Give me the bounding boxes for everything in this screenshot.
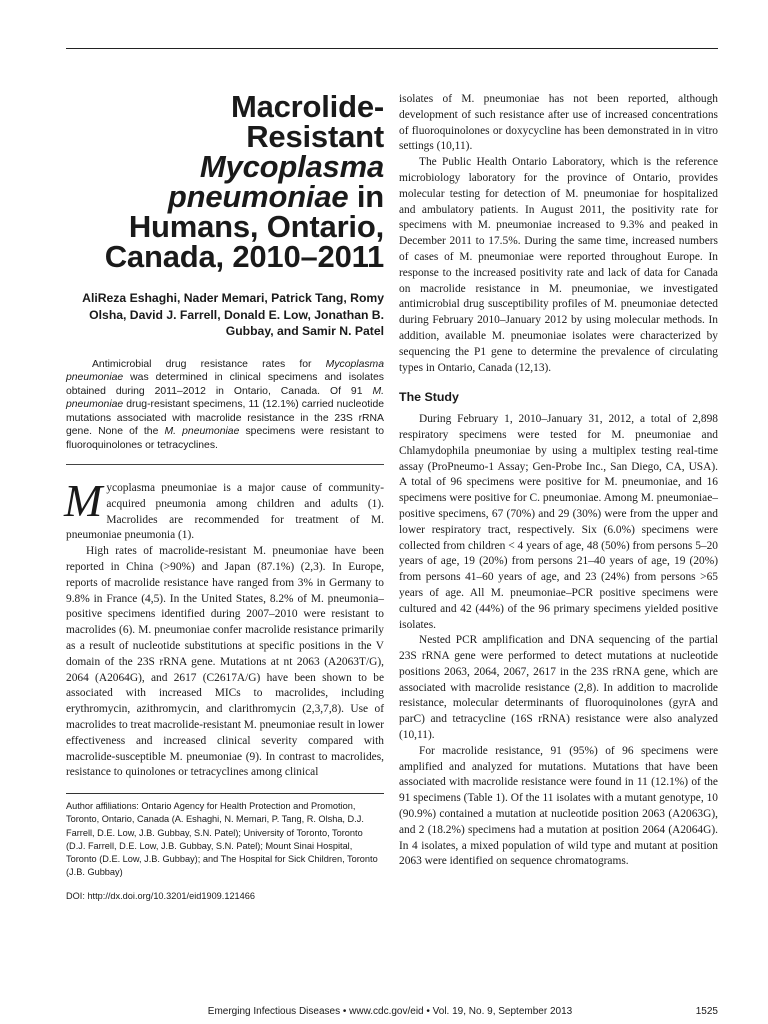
page-number: 1525 [695,1006,718,1017]
study-paragraph-1: During February 1, 2010–January 31, 2012, a total of 2,898 respiratory specimens were tested for M. pneumoniae and Chlamydophila pneumoniae by using a multiplex testing real-time assay (ProPneumo-1 Assay; Gen-Probe Inc., San Diego, CA, USA). A total of 96 specimens were positive for M. pneumoniae, and 16 specimens were positive for C. pneumoniae. Among M. pneumoniae–positive specimens, 67 (70%) and 29 (30%) were from the upper and lower respiratory tract, respectively. Six (6.0%) specimens were collected from children < 4 years of age, 48 (50%) from persons 5–20 years of age, 19 (20%) from persons 21–40 years of age, 19 (20%) from persons 41–60 years of age, and 23 (24%) from persons >65 years of age. All M. pneumoniae–PCR positive specimens were cultured and 42 (44%) of the 96 primary specimens yielded positive isolates. [399,413,718,631]
right-paragraph-1: isolates of M. pneumoniae has not been reported, although development of such resistance after use of increased concentrations of fluoroquinolones or doxycycline has been demonstrated in in vitro settings (10,11). [399,93,718,153]
author-list: AliReza Eshaghi, Nader Memari, Patrick Tang, Romy Olsha, David J. Farrell, Donald E. Low, Jonathan B. Gubbay, and Samir N. Patel [82,291,384,338]
left-column [64,89,385,902]
author-affiliations: Author affiliations: Ontario Agency for Health Protection and Promotion, Toronto, Ontario, Canada (A. Eshaghi, N. Memari, P. Tang, R. Olsha, D.J. Farrell, D.E. Low, J.B. Gubbay, S.N. Patel); University of Toronto, Toronto (D.J. Farrell, D.E. Low, J.B. Gubbay, S.N. Patel); Mount Sinai Hospital, Toronto (D.E. Low, J.B. Gubbay); and The Hospital for Sick Children, Toronto (J.B. Gubbay) [66,801,378,878]
abstract-text-3: drug-resistant specimens, 11 (12.1%) carried nucleotide mutations associated with macrolide resistance in the 23S rRNA gene. None of the [66,399,384,437]
doi-link[interactable]: DOI: http://dx.doi.org/10.3201/eid1909.121466 [66,891,255,902]
study-paragraph-2: Nested PCR amplification and DNA sequencing of the partial 23S rRNA gene were performed to detect mutations at nucleotide positions 2063, 2064, 2067, 2617 in the 23S rRNA gene, which are associated with macrolide resistance (2,8). In addition to macrolide resistance, molecular determinants of fluoroquinolones (gyrA and parC) and tetracycline (16S rRNA) resistance were also analyzed (10,11). [399,634,718,742]
title-line-5: Humans, Ontario, [128,209,384,244]
top-rule [66,48,718,49]
intro-paragraph [64,475,384,544]
background-paragraph: High rates of macrolide-resistant M. pneumoniae have been reported in China (>90%) and Japan (87.1%) (2,3). In Europe, reports of macrolide resistance have ranged from 3% in Germany to 9.8% in France (4,5). In the United States, 8.2% of M. pneumonia–positive specimens identified during 2007–2010 were resistant to macrolides (6). M. pneumoniae confer macrolide resistance primarily as a result of nucleotide substitutions at specific positions in the V domain of the 23S rRNA gene. Mutations at nt 2063 (A2063T/G), 2064 (A2064G), and 2617 (C2617A/G) have been shown to be associated with increased MICs to macrolides, including erythromycin, azithromycin, and clarithromycin (2,3,7,8). Use of macrolides to treat macrolide-resistant M. pneumoniae result in lower effectiveness and increased clinical severity compared with macrolide-susceptible M. pneumoniae (9). In contrast to macrolides, resistance to quinolones or tetracyclines among clinical [66,545,384,779]
abstract-text-1: Antimicrobial drug resistance rates for [92,358,326,370]
abstract-divider [66,464,384,465]
affiliation-divider [66,793,384,794]
abstract-text-2: was determined in clinical specimens and isolates obtained during 2011–2012 in Ontario, Canada. Of 91 [66,372,384,397]
title-line-1: Macrolide- [230,89,384,124]
left-body [64,475,384,781]
abstract [66,358,384,453]
right-paragraph-2: The Public Health Ontario Laboratory, which is the reference microbiology laboratory for the province of Ontario, provides molecular testing for detection of M. pneumoniae for hospitalized and ambulatory patients. In August 2011, the positivity rate for specimens with M. pneumoniae increased to 9.3% and peaked in December 2011 to 17.5%. During the same time, increased numbers of cases of M. pneumoniae were reported throughout Europe. In response to the increased positivity rate and lack of data for Canada on macrolide resistance in M. pneumoniae, we investigated antimicrobial drug susceptibility profiles of M. pneumoniae detected during February 2010–January 2012 by using molecular methods. In addition, available M. pneumoniae isolates were characterized by sequencing the P1 gene to determine the prevalence of circulating types in Ontario, Canada (12,13). [399,156,718,374]
title-line-6: Canada, 2010–2011 [104,239,384,274]
journal-citation: Emerging Infectious Diseases • www.cdc.gov/eid • Vol. 19, No. 9, September 2013 [207,1006,573,1017]
intro-text: ycoplasma pneumoniae is a major cause of community-acquired pneumonia among children and adults (1). Macrolides are recommended for treatment of M. pneumoniae pneumonia (1). [66,482,384,542]
abstract-species-1: Mycoplasma pneumoniae [66,358,384,383]
study-paragraph-3: For macrolide resistance, 91 (95%) of 96 specimens were amplified and analyzed for mutations. Mutations that have been associated with macrolide resistance were found in 11 (12.1%) of the 91 specimens (Table 1). Of the 11 isolates with a mutant genotype, 10 (90.9%) contained a mutation at nucleotide position 2063 (A2063G), and 2 (18.2%) specimens had a mutation at position 2064 (A2064G). In 4 isolates, a mixed population of wild type and mutant at position 2063 were identified on sequence chromatograms. [399,744,718,868]
drop-cap: M [64,475,103,526]
right-column [399,92,718,870]
abstract-species-3: M. pneumoniae [164,426,240,437]
article-title [66,89,384,274]
title-line-2: Resistant [246,119,384,154]
section-heading-study: The Study [399,390,459,405]
abstract-species-2: M. pneumoniae [66,385,384,410]
title-line-4: pneumoniae in [167,179,384,214]
abstract-text-4: specimens were resistant to fluoroquinolones or tetracyclines. [66,426,385,451]
title-line-3: Mycoplasma [199,149,384,184]
